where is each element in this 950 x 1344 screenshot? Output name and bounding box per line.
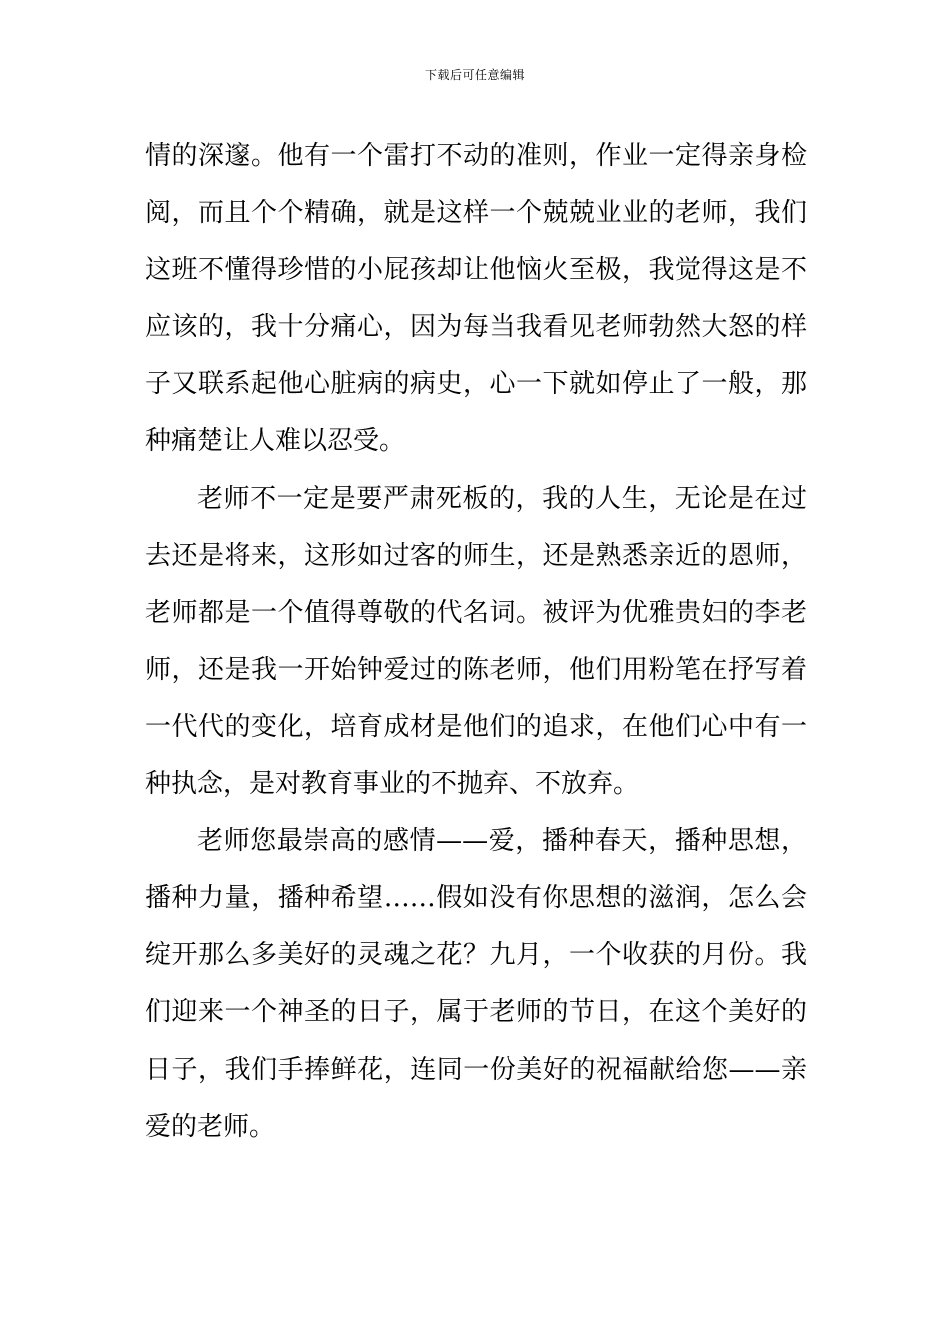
paragraph: 老师不一定是要严肃死板的，我的人生，无论是在过去还是将来，这形如过客的师生，还是熟悉亲近的恩师，老师都是一个值得尊敬的代名词。被评为优雅贵妇的李老师，还是我一开始钟爱过的陈老师，他们用粉笔在抒写着一代代的变化，培育成材是他们的追求，在他们心中有一种执念，是对教育事业的不抛弃、不放弃。 xyxy=(145,483,807,800)
paragraph: 老师您最崇高的感情——爱，播种春天，播种思想，播种力量，播种希望……假如没有你思想的滋润，怎么会绽开那么多美好的灵魂之花？九月，一个收获的月份。我们迎来一个神圣的日子，属于老师的节日，在这个美好的日子，我们手捧鲜花，连同一份美好的祝福献给您——亲爱的老师。 xyxy=(145,826,807,1142)
paragraph: 情的深邃。他有一个雷打不动的准则，作业一定得亲身检阅，而且个个精确，就是这样一个兢兢业业的老师，我们这班不懂得珍惜的小屁孩却让他恼火至极，我觉得这是不应该的，我十分痛心，因为每当我看见老师勃然大怒的样子又联系起他心脏病的病史，心一下就如停止了一般，那种痛楚让人难以忍受。 xyxy=(145,141,807,457)
document-body xyxy=(145,128,807,1156)
page-header: 下载后可任意编辑 xyxy=(424,68,525,82)
